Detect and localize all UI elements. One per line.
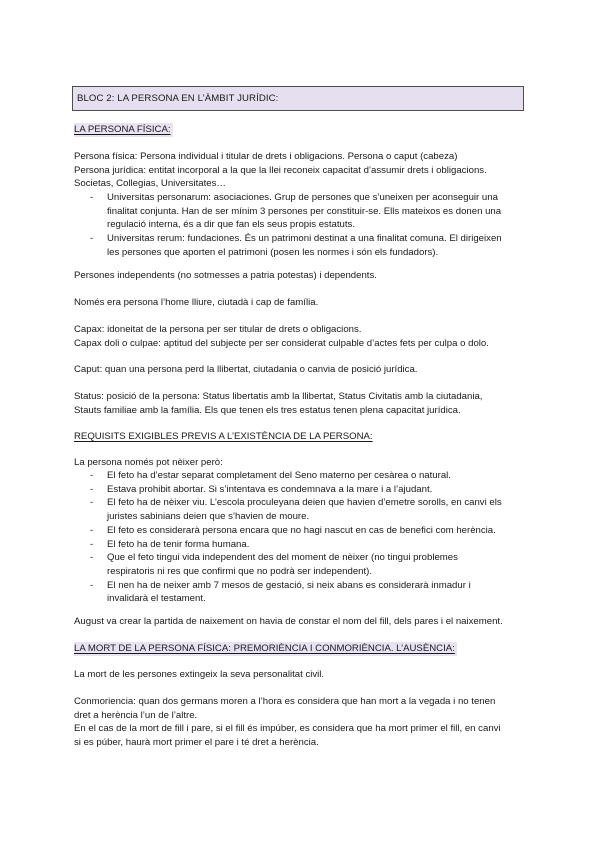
paragraph-mort	[74, 668, 530, 682]
text-line: Persona jurídica: entitat incorporal a la que la llei reconeix capacitat d’assumir drets i obligacions.	[74, 164, 487, 176]
text-line: August va crear la partida de naixement on havia de constar el nom del fill, dels pares i el naixement.	[74, 616, 503, 627]
text-line: Persona física: Persona individual i titular de drets i obligacions. Persona o caput (cabeza)	[74, 151, 458, 162]
list-item-text: - Universitas personarum: asociaciones. Grup de persones que s’uneixen per aconseguir una finalitat conjunta. Han de ser mínim 3 persones per constituir-se. Ells mateixos es donen una regulació interna, és a dir que fan els seus propis estatuts.	[107, 192, 502, 231]
list-item-text: - El feto ha de nèixer viu. L’escola proculeyana deien que havien d’emetre sorolls, en canvi els juristes sabinians deien que s’havien de moure.	[107, 497, 502, 523]
text-line: En el cas de la mort de fill i pare, si el fill és impúber, es considera que ha mort primer el fill, en canvi	[74, 723, 501, 735]
list-item-text: - Estava prohibit abortar. Si s’intentava es condemnava a la mare i a l’ajudant.	[107, 483, 433, 495]
text-line: La persona només pot nèixer però:	[74, 457, 223, 468]
paragraph-status	[74, 390, 530, 417]
paragraph-conmoriencia	[74, 695, 530, 750]
paragraph-requisits-intro	[74, 456, 530, 470]
paragraph-persones-independents	[74, 269, 530, 283]
section-heading-persona-fisica: LA PERSONA FÍSICA:	[74, 124, 171, 135]
paragraph-capax	[74, 323, 530, 350]
text-line: si es púber, haurà mort primer el pare i té dret a herència.	[74, 737, 319, 749]
text-line: Societas, Collegias, Universitates…	[74, 178, 226, 190]
list-item	[74, 469, 530, 483]
list-item-text: - El nen ha de neixer amb 7 mesos de gestació, si neix abans es considerarà inmadur i invalidarà el testament.	[107, 579, 471, 605]
text-line: La mort de les persones extingeix la seva personalitat civil.	[74, 669, 325, 680]
text-line: Capax doli o culpae: aptitud del subjecte per ser considerat culpable d’actes fets per culpa o dolo.	[74, 337, 489, 349]
text-line: Caput: quan una persona perd la llibertat, ciutadania o canvia de posició jurídica.	[74, 364, 418, 375]
text-line: Stauts familiae amb la família. Els que tenen els tres estatus tenen plena capacitat jurídica.	[74, 404, 461, 416]
list-item	[74, 538, 530, 552]
paragraph-definitions	[74, 150, 530, 191]
list-item-text: - El feto es considerarà persona encara que no hagi nascut en cas de benefici com herència.	[107, 524, 496, 536]
text-line: Conmoriencia: quan dos germans moren a l’hora es considera que han mort a la vegada i no tenen	[74, 696, 496, 707]
list-item	[74, 483, 530, 497]
section-heading-mort: LA MORT DE LA PERSONA FÍSICA: PREMORIÈNCIA I CONMORIÈNCIA. L’AUSÈNCIA:	[74, 643, 455, 654]
section-heading-requisits: REQUISITS EXIGIBLES PREVIS A L’EXISTÈNCIA DE LA PERSONA:	[74, 431, 373, 442]
list-item-text: - Que el feto tingui vida independent des del moment de nèixer (no tingui problemes respiratoris ni res que confirmi que no podrà ser independent).	[107, 552, 458, 577]
list-item-text: - Universitas rerum: fundaciones. És un patrimoni destinat a una finalitat comuna. El dirigeixen les persones que aporten el patrimoni (posen les normes i són els fundadors).	[107, 233, 502, 258]
list-item	[74, 551, 530, 578]
paragraph-august	[74, 615, 530, 629]
bullet-list-requisits	[74, 469, 530, 606]
list-item	[74, 232, 530, 259]
text-line: Capax: idoneitat de la persona per ser titular de drets o obligacions.	[74, 324, 362, 335]
paragraph-persona-lliure	[74, 296, 530, 310]
bloc-title: BLOC 2: LA PERSONA EN L’ÀMBIT JURÍDIC:	[72, 86, 524, 111]
list-item	[74, 579, 530, 606]
list-item	[74, 524, 530, 538]
paragraph-caput	[74, 363, 530, 377]
list-item	[74, 496, 530, 523]
text-line: dret a herència l’un de l’altre.	[74, 709, 198, 721]
list-item-text: - El feto ha de tenir forma humana.	[107, 538, 250, 550]
list-item-text: - El feto ha d’estar separat completament del Seno materno per cesàrea o natural.	[107, 470, 451, 481]
text-line: Només era persona l’home lliure, ciutadà i cap de família.	[74, 297, 319, 308]
bullet-list-universitas	[74, 191, 530, 260]
text-line: Status: posició de la persona: Status libertatis amb la llibertat, Status Civitatis amb la ciutadania,	[74, 391, 483, 402]
list-item	[74, 191, 530, 232]
text-line: Persones independents (no sotmesses a patria potestas) i dependents.	[74, 270, 377, 281]
